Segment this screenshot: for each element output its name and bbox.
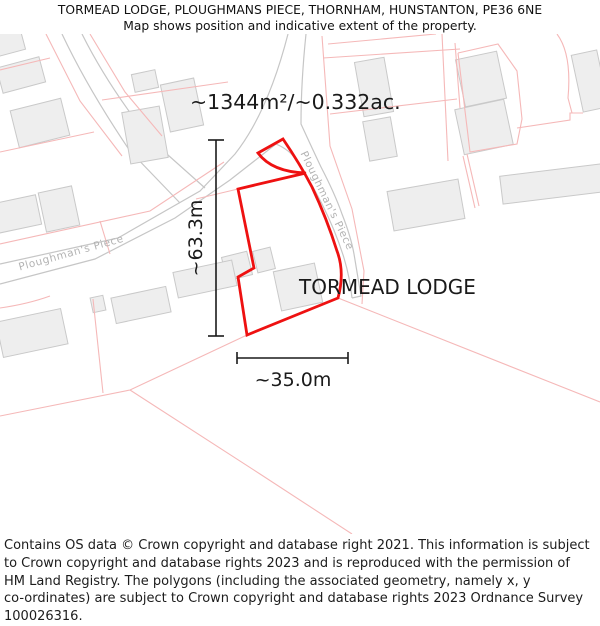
- area-label: ~1344m²/~0.332ac.: [190, 90, 401, 114]
- footer-line: to Crown copyright and database rights 2023 and is reproduced with the permission of: [4, 555, 570, 571]
- parcel-line: [0, 296, 50, 308]
- building: [0, 34, 26, 58]
- height-dimension-label: ~63.3m: [185, 199, 207, 277]
- property-label: TORMEAD LODGE: [299, 275, 476, 299]
- building: [363, 117, 398, 161]
- road-label-ploughmans-piece-west: Ploughman's Piece: [17, 232, 126, 274]
- parcel-line: [442, 34, 448, 161]
- parcel-line: [323, 49, 460, 58]
- building: [253, 247, 276, 273]
- building: [500, 164, 600, 204]
- map-header: [0, 0, 600, 34]
- parcel-line: [93, 299, 103, 393]
- parcel-line: [328, 34, 436, 44]
- building: [38, 186, 80, 232]
- width-dimension-label: ~35.0m: [254, 369, 332, 391]
- building: [131, 70, 158, 93]
- footer-line: HM Land Registry. The polygons (including the associated geometry, namely x, y: [4, 573, 531, 589]
- lane-west-edge: [62, 34, 180, 203]
- footer-line: co-ordinates) are subject to Crown copyright and database rights 2023 Ordnance Survey: [4, 591, 584, 607]
- building: [387, 179, 465, 231]
- parcel-line: [517, 113, 583, 128]
- building: [0, 195, 42, 233]
- building: [10, 98, 70, 147]
- map-canvas: [0, 34, 600, 534]
- parcel-line: [196, 189, 238, 199]
- building: [111, 286, 171, 323]
- parcel-line: [557, 34, 572, 113]
- building: [90, 295, 106, 312]
- building: [571, 50, 600, 112]
- copyright-footer: [0, 534, 600, 626]
- parcel-line: [0, 298, 600, 416]
- building: [0, 309, 68, 358]
- dimension-layer: [208, 140, 348, 364]
- building: [0, 57, 46, 94]
- parcel-line: [130, 390, 352, 534]
- footer-line: Contains OS data © Crown copyright and database right 2021. This information is subject: [4, 538, 590, 553]
- footer-line: 100026316.: [4, 609, 83, 625]
- buildings-layer: [0, 34, 600, 357]
- map-container: [0, 34, 600, 534]
- road-label-ploughmans-piece-south: Ploughman's Piece: [297, 149, 356, 253]
- header-title: TORMEAD LODGE, PLOUGHMANS PIECE, THORNHAM, HUNSTANTON, PE36 6NE: [57, 3, 543, 17]
- header-subtitle: Map shows position and indicative extent of the property.: [123, 18, 477, 33]
